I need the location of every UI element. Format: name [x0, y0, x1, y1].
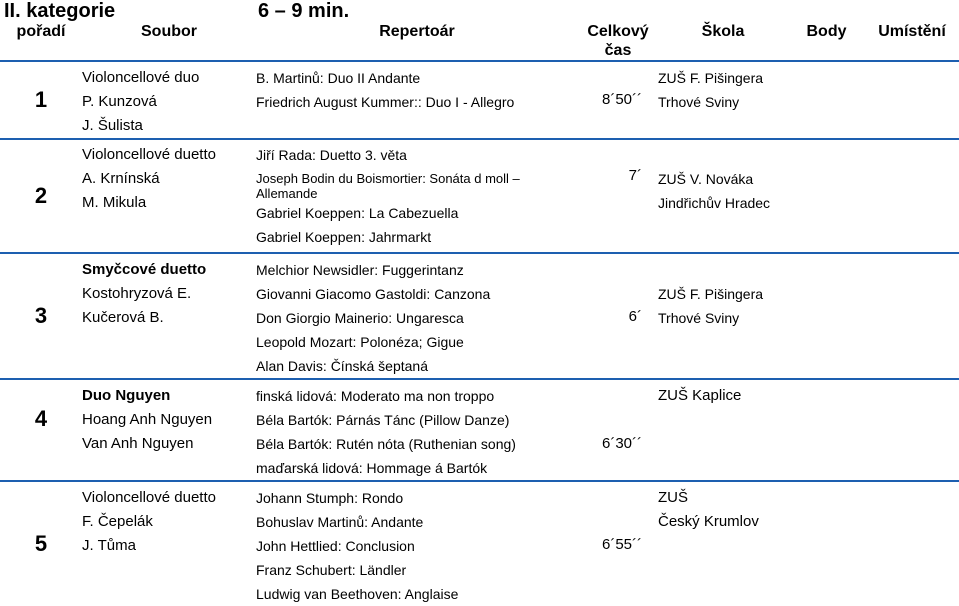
table-row — [0, 481, 959, 606]
school-name: ZUŠ V. Nováka — [658, 171, 754, 187]
row-number: 1 — [0, 61, 82, 139]
row-number: 2 — [0, 139, 82, 253]
placement-cell — [865, 61, 959, 139]
performer: Hoang Anh Nguyen — [82, 411, 213, 428]
school-cell — [658, 61, 788, 139]
placement-cell — [865, 139, 959, 253]
piece: Béla Bartók: Párnás Tánc (Pillow Danze) — [256, 412, 510, 428]
repertoire-cell — [256, 379, 578, 481]
piece: Gabriel Koeppen: La Cabezuella — [256, 205, 459, 221]
duration-subtitle: 6 – 9 min. — [258, 0, 350, 22]
col-skola: Škola — [658, 22, 788, 61]
piece: Friedrich August Kummer:: Duo I - Allegro — [256, 94, 515, 110]
piece: Leopold Mozart: Polonéza; Gigue — [256, 334, 464, 350]
total-time: 7´ — [578, 139, 658, 253]
header-row — [0, 22, 959, 61]
performer: Kostohryzová E. — [82, 285, 192, 302]
table-row — [0, 253, 959, 379]
ensemble-cell — [82, 139, 256, 253]
school-cell — [658, 139, 788, 253]
total-time: 6´ — [578, 253, 658, 379]
ensemble-name: Violoncellové duo — [82, 69, 200, 86]
col-repertoar: Repertoár — [256, 22, 578, 61]
piece: Béla Bartók: Rutén nóta (Ruthenian song) — [256, 436, 516, 452]
col-body: Body — [788, 22, 865, 61]
ensemble-cell — [82, 379, 256, 481]
piece: John Hettlied: Conclusion — [256, 538, 415, 554]
col-cas: Celkový čas — [578, 22, 658, 61]
piece: Ludwig van Beethoven: Anglaise — [256, 586, 459, 602]
ensemble-name: Duo Nguyen — [82, 387, 171, 404]
piece: Johann Stumph: Rondo — [256, 490, 404, 506]
ensemble-name: Violoncellové duetto — [82, 146, 216, 163]
total-time: 8´50´´ — [578, 61, 658, 139]
performer: Kučerová B. — [82, 309, 164, 326]
performer: A. Krnínská — [82, 170, 160, 187]
piece: finská lidová: Moderato ma non troppo — [256, 388, 495, 404]
ensemble-cell — [82, 253, 256, 379]
piece: maďarská lidová: Hommage á Bartók — [256, 460, 488, 476]
performer: M. Mikula — [82, 194, 147, 211]
results-table — [0, 22, 959, 606]
row-number: 3 — [0, 253, 82, 379]
piece: B. Martinů: Duo II Andante — [256, 70, 421, 86]
piece: Melchior Newsidler: Fuggerintanz — [256, 262, 464, 278]
performer: F. Čepelák — [82, 513, 153, 530]
ensemble-cell — [82, 61, 256, 139]
school-town: Český Krumlov — [658, 513, 759, 530]
piece: Bohuslav Martinů: Andante — [256, 514, 424, 530]
performer: J. Tůma — [82, 537, 136, 554]
piece: Franz Schubert: Ländler — [256, 562, 407, 578]
school-town: Trhové Sviny — [658, 94, 740, 110]
placement-cell — [865, 253, 959, 379]
piece: Gabriel Koeppen: Jahrmarkt — [256, 229, 432, 245]
school-town: Jindřichův Hradec — [658, 195, 771, 211]
piece: Alan Davis: Čínská šeptaná — [256, 358, 428, 374]
ensemble-cell — [82, 481, 256, 606]
repertoire-cell — [256, 481, 578, 606]
table-row — [0, 61, 959, 139]
repertoire-cell — [256, 139, 578, 253]
school-name: ZUŠ F. Pišingera — [658, 70, 764, 86]
table-row — [0, 379, 959, 481]
performer: P. Kunzová — [82, 93, 157, 110]
placement-cell — [865, 481, 959, 606]
total-time: 6´30´´ — [578, 379, 658, 481]
table-row — [0, 139, 959, 253]
piece: Jiří Rada: Duetto 3. věta — [256, 147, 407, 163]
category-title: II. kategorie — [4, 0, 116, 22]
col-umisteni: Umístění — [865, 22, 959, 61]
ensemble-name: Smyčcové duetto — [82, 261, 207, 278]
school-name: ZUŠ F. Pišingera — [658, 286, 764, 302]
points-cell — [788, 379, 865, 481]
piece: Giovanni Giacomo Gastoldi: Canzona — [256, 286, 491, 302]
points-cell — [788, 481, 865, 606]
points-cell — [788, 61, 865, 139]
piece: Joseph Bodin du Boismortier: Sonáta d moll – Allemande — [256, 171, 520, 201]
points-cell — [788, 253, 865, 379]
school-town: Trhové Sviny — [658, 310, 740, 326]
piece: Don Giorgio Mainerio: Ungaresca — [256, 310, 464, 326]
col-poradi: pořadí — [0, 22, 82, 61]
school-name: ZUŠ — [658, 489, 688, 506]
points-cell — [788, 139, 865, 253]
school-name: ZUŠ Kaplice — [658, 387, 742, 404]
repertoire-cell — [256, 253, 578, 379]
col-soubor: Soubor — [82, 22, 256, 61]
performer: Van Anh Nguyen — [82, 435, 194, 452]
ensemble-name: Violoncellové duetto — [82, 489, 216, 506]
school-cell — [658, 481, 788, 606]
school-cell — [658, 253, 788, 379]
school-cell — [658, 379, 788, 481]
total-time: 6´55´´ — [601, 536, 642, 553]
performer: J. Šulista — [82, 117, 143, 134]
repertoire-cell — [256, 61, 578, 139]
placement-cell — [865, 379, 959, 481]
row-number: 4 — [0, 379, 82, 481]
row-number: 5 — [34, 531, 48, 556]
